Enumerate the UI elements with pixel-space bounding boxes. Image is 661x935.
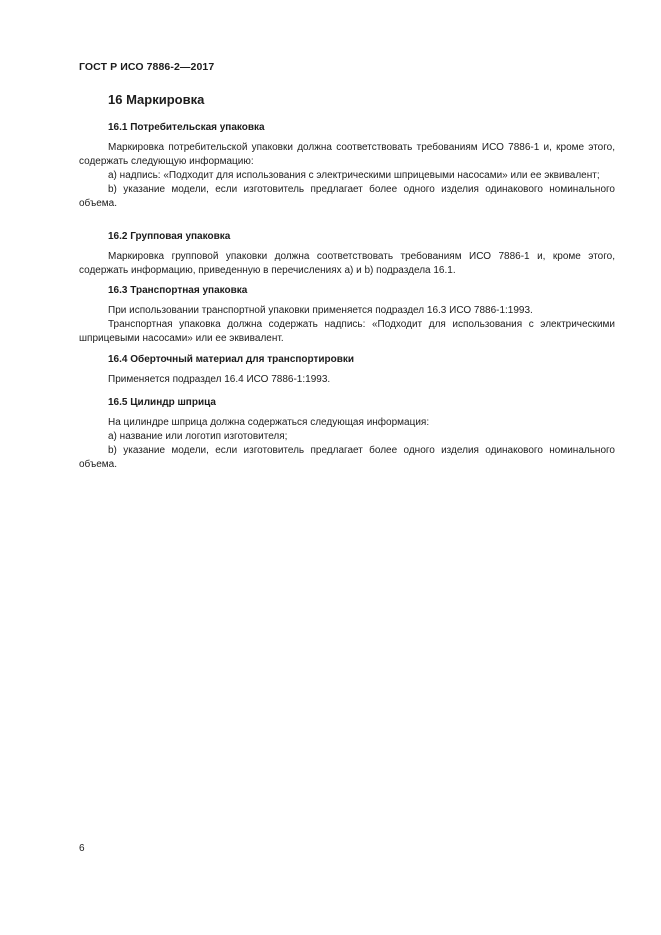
subsection-16-1 [79,121,615,211]
paragraph: На цилиндре шприца должна содержаться следующая информация: [108,417,430,428]
list-item: a) название или логотип изготовителя; [108,431,288,442]
standard-id: ГОСТ Р ИСО 7886-2—2017 [79,61,215,73]
list-item: b) указание модели, если изготовитель предлагает более одного изделия одинакового номинального объема. [79,184,615,209]
subsection-title: 16.3 Транспортная упаковка [108,285,248,296]
subsection-16-3 [79,284,615,346]
subsection-16-2 [79,230,615,278]
paragraph: При использовании транспортной упаковки применяется подраздел 16.3 ИСО 7886-1:1993. [108,305,533,316]
list-item: b) указание модели, если изготовитель предлагает более одного изделия одинакового номинального объема. [79,445,615,470]
section-title: 16 Маркировка [108,92,205,107]
paragraph: Маркировка групповой упаковки должна соответствовать требованиям ИСО 7886-1 и, кроме этого, содержать информацию, приведенную в перечислениях a) и b) подраздела 16.1. [79,251,615,276]
subsection-16-5 [79,396,615,472]
subsection-16-4 [79,353,615,387]
paragraph: Применяется подраздел 16.4 ИСО 7886-1:1993. [108,374,331,385]
page-number: 6 [79,843,85,854]
subsection-title: 16.5 Цилиндр шприца [108,397,216,408]
subsection-title: 16.1 Потребительская упаковка [108,122,265,133]
paragraph: Транспортная упаковка должна содержать надпись: «Подходит для использования с электрическими шприцевыми насосами» или ее эквивалент. [79,319,615,344]
list-item: a) надпись: «Подходит для использования с электрическими шприцевыми насосами» или ее эквивалент; [108,170,600,181]
subsection-title: 16.2 Групповая упаковка [108,231,231,242]
subsection-title: 16.4 Оберточный материал для транспортировки [108,354,355,365]
paragraph: Маркировка потребительской упаковки должна соответствовать требованиям ИСО 7886-1 и, кроме этого, содержать следующую информацию: [79,142,615,167]
